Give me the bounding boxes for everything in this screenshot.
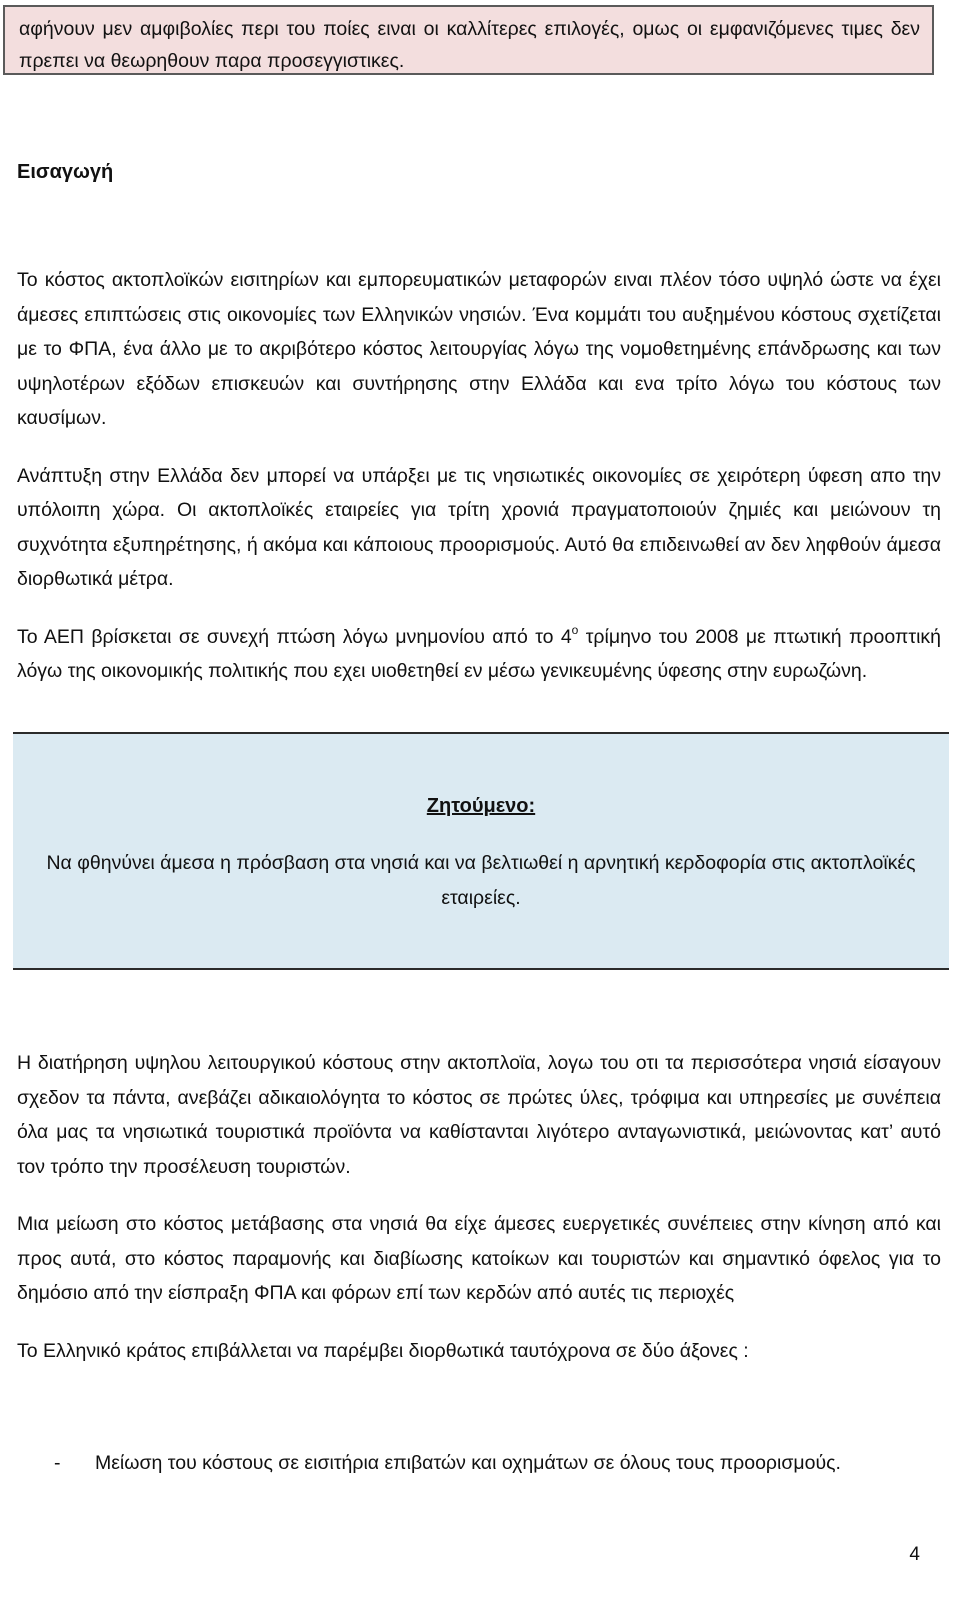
gdp-text-after: τρίμηνο του 2008 με πτωτική προοπτική λόγω της οικονομικής πολιτικής που εχει υιοθετηθεί εν μέσω γενικευμένης ύφεσης στην ευρωζώνη.	[17, 625, 941, 682]
request-title-text: Ζητούμενο:	[426, 795, 536, 817]
body-paragraph-1: Η διατήρηση υψηλου λειτουργικού κόστους στην ακτοπλοϊα, λογω του οτι τα περισσότερα νησιά είσαγουν σχεδον τα πάντα, ανεβάζει αδικαιολόγητα το κόστος σε πρώτες ύλες, τρόφιμα και υπηρεσίες με συνέπεια όλα μας τα νησιωτικά τουριστικά προϊόντα να καθίστανται λιγότερο ανταγωνιστικά, μειώνοντας κατ’ αυτό τον τρόπο την προσέλευση τουριστών.	[17, 1052, 941, 1178]
body-paragraph-3: Το Ελληνικό κράτος επιβάλλεται να παρέμβει διορθωτικά ταυτόχρονα σε δύο άξονες :	[17, 1339, 749, 1362]
request-text: Να φθηνύνει άμεσα η πρόσβαση στα νησιά και να βελτιωθεί η αρνητική κερδοφορία στις ακτοπλοϊκές εταιρείες.	[46, 852, 916, 909]
intro-paragraph-2: Ανάπτυξη στην Ελλάδα δεν μπορεί να υπάρξει με τις νησιωτικές οικονομίες σε χειρότερη ύφεση απο την υπόλοιπη χώρα. Οι ακτοπλοϊκές εταιρείες για τρίτη χρονιά πραγματοποιούν ζημιές και μειώνουν τη συχνότητα εξυπηρέτησης, ή ακόμα και κάποιους προορισμούς. Αυτό θα επιδεινωθεί αν δεν ληφθούν άμεσα διορθωτικά μέτρα.	[17, 464, 941, 590]
request-callout-box	[13, 732, 949, 970]
gdp-text-before: Το ΑΕΠ βρίσκεται σε συνεχή πτώση λόγω μνημονίου από το 4	[17, 625, 572, 648]
request-title	[13, 792, 949, 820]
gdp-paragraph	[17, 620, 941, 689]
list-item-text: Μείωση του κόστους σε εισιτήρια επιβατών και οχημάτων σε όλους τους προορισμούς.	[95, 1452, 841, 1474]
intro-paragraph-1: Το κόστος ακτοπλοϊκών εισιτηρίων και εμπορευματικών μεταφορών ειναι πλέον τόσο υψηλό ώστε να έχει άμεσες επιπτώσεις στις οικονομίες των Ελληνικών νησιών. Ένα κομμάτι του αυξημένου κόστους σχετίζεται με το ΦΠΑ, ένα άλλο με το ακριβότερο κόστος λειτουργίας λόγω της νομοθετημένης επάνδρωσης και των υψηλοτέρων εξόδων επισκευών και συντήρησης στην Ελλάδα και ενα τρίτο λόγω του κόστους των καυσίμων.	[17, 269, 941, 429]
disclaimer-note-box	[3, 5, 934, 75]
body-section	[17, 1046, 941, 1368]
ordinal-superscript: ο	[571, 622, 579, 637]
list-item	[17, 1446, 941, 1481]
disclaimer-note-text: αφήνουν μεν αμφιβολίες περι του ποίες ειναι οι καλλίτερες επιλογές, ομως οι εμφανιζόμενες τιμες δεν πρεπει να θεωρηθουν παρα προσεγγιστικες.	[19, 18, 920, 72]
introduction-section	[17, 263, 941, 689]
list-bullet-dash: -	[54, 1452, 61, 1474]
body-paragraph-2: Μια μείωση στο κόστος μετάβασης στα νησιά θα είχε άμεσες ευεργετικές συνέπειες στην κίνηση από και προς αυτά, στο κόστος παραμονής και διαβίωσης κατοίκων και τουριστών και σημαντικό όφελος για το δημόσιο από την είσπραξη ΦΠΑ και φόρων επί των κερδών από αυτές τις περιοχές	[17, 1213, 941, 1304]
section-heading-introduction: Εισαγωγή	[17, 161, 114, 183]
page-number: 4	[909, 1544, 920, 1565]
